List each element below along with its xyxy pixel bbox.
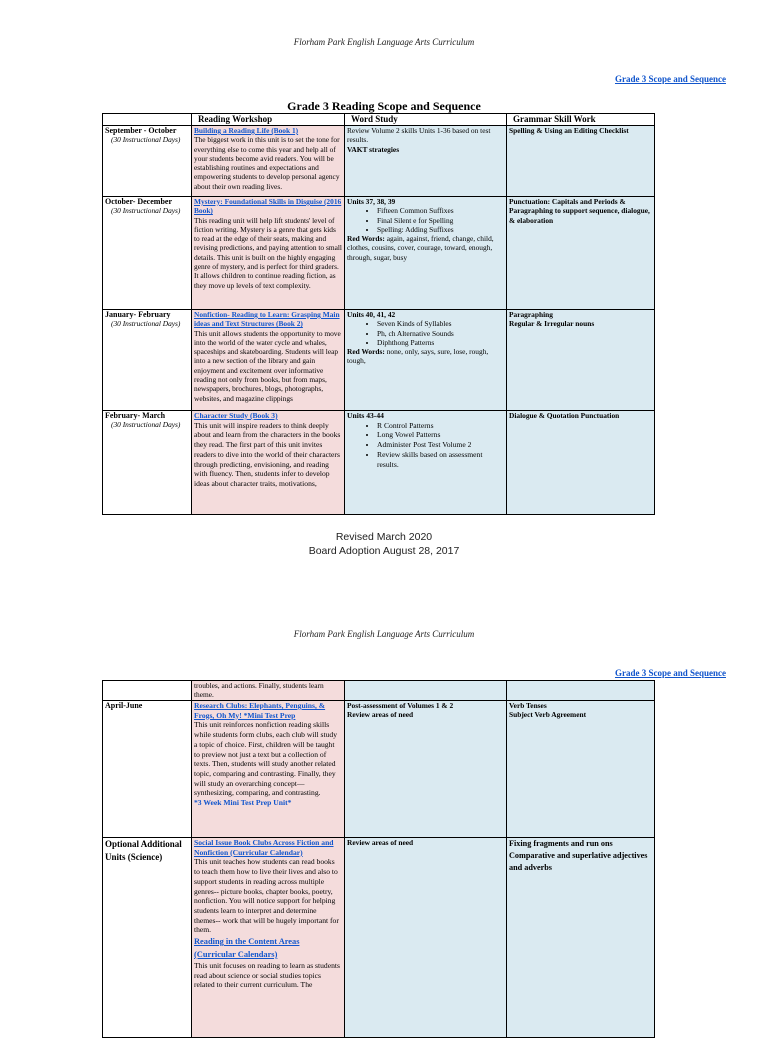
reading-cell: troubles, and actions. Finally, students learn theme.: [192, 681, 345, 701]
table-row-continued: [103, 681, 655, 701]
word-study-list: [347, 206, 504, 234]
reading-cell: [192, 310, 345, 411]
red-words-label: Red Words:: [347, 347, 385, 357]
period-cell: [103, 310, 192, 411]
period-cell: [103, 126, 192, 197]
word-study-list: [347, 421, 504, 470]
word-study-units: Units 37, 38, 39: [347, 197, 396, 206]
list-item: • Ph, ch Alternative Sounds: [377, 329, 504, 338]
table-row: [103, 197, 655, 310]
list-item: • Long Vowel Patterns: [377, 430, 504, 440]
word-study-units: Units 43-44: [347, 411, 384, 420]
grammar-cell: Spelling & Using an Editing Checklist: [507, 126, 655, 197]
days-label: (30 Instructional Days): [111, 319, 181, 329]
unit-description: This unit teaches how students can read books to teach them how to live their lives and also to support students in reading across multiple genres-- picture books, chapter books, poetry, nonfiction. You will notice support for helping students learn to interpret and determine themes-- work that will be hugely important for them.: [194, 857, 339, 935]
word-study-cell: [345, 701, 507, 838]
scope-sequence-link[interactable]: Grade 3 Scope and Sequence: [614, 668, 726, 678]
grammar-cell: Punctuation: Capitals and Periods & Paragraphing to support sequence, dialogue, & elaboration: [507, 197, 655, 310]
header-blank: [103, 114, 192, 126]
word-study-cell: [345, 411, 507, 515]
list-item: • Review skills based on assessment results.: [377, 450, 504, 469]
page-header: Florham Park English Language Arts Curriculum: [293, 37, 475, 47]
unit-description: This reading unit will help lift students' level of fiction writing. Mystery is a genre that gets kids to read at the edge of their seats, making and revising predictions, and paying attention to small details. This unit is built on the highly engaging genre of mystery, and is perfect for third graders. It allows children to continue reading fiction, as they move up levels of text complexity.: [194, 215, 342, 290]
table-row: [103, 126, 655, 197]
unit-link[interactable]: Character Study (Book 3): [194, 411, 278, 420]
list-item: • Diphthong Patterns: [377, 338, 504, 347]
table-row: [103, 411, 655, 515]
period-cell: [103, 701, 192, 838]
word-study-cell: [345, 838, 507, 1038]
days-label: (30 Instructional Days): [111, 206, 181, 216]
grammar-line: Comparative and superlative adjectives and adverbs: [509, 851, 648, 872]
grammar-cell: [507, 681, 655, 701]
red-words-label: Red Words:: [347, 234, 385, 244]
page-title: Grade 3 Reading Scope and Sequence: [287, 99, 481, 113]
period-cell: [103, 197, 192, 310]
grammar-line: Subject Verb Agreement: [509, 710, 587, 720]
list-item: • Final Silent e for Spelling: [377, 216, 504, 225]
reading-cell: [192, 411, 345, 515]
red-words: none, only, says, sure, lose, rough, tough,: [347, 347, 489, 366]
word-study-cell: [345, 126, 507, 197]
table-header-row: [103, 114, 655, 126]
period-label: September - October: [105, 126, 177, 135]
unit-link[interactable]: Mystery: Foundational Skills in Disguise (2016 Book): [194, 197, 342, 216]
mini-test-prep-note: *3 Week Mini Test Prep Unit*: [194, 798, 292, 808]
list-item: • Administer Post Test Volume 2: [377, 440, 504, 450]
word-study-line: Review areas of need: [347, 710, 414, 720]
unit-link[interactable]: Building a Reading Life (Book 1): [194, 126, 299, 135]
grammar-line: Paragraphing: [509, 310, 553, 319]
word-study-strategy: VAKT strategies: [347, 144, 400, 154]
unit-description: The biggest work in this unit is to set the tone for everything else to come this year and help all of your students become avid readers. You will be establishing routines and expectations and empowering students to develop personal agency about their own reading lives.: [194, 135, 340, 191]
board-adoption: Board Adoption August 28, 2017: [308, 545, 460, 557]
word-study-cell: [345, 310, 507, 411]
unit-description: This unit focuses on reading to learn as students read about science or social studies topics related to their current curriculum. The: [194, 961, 340, 990]
unit-description: This unit allows students the opportunity to move into the world of the water cycle and whales, spaceships and skateboarding. Students will leap into a new section of the library and gain enjoyment and excitement over informative reading not only from books, but from maps, newspapers, brochures, blogs, photographs, websites, and magazine clippings: [194, 328, 341, 403]
unit-link[interactable]: Social Issue Book Clubs Across Fiction and Nonfiction (Curricular Calendar): [194, 838, 334, 857]
header-grammar: Grammar Skill Work: [507, 114, 655, 126]
days-label: (30 Instructional Days): [111, 420, 181, 430]
scope-table-page2: [102, 680, 655, 1038]
table-row: [103, 310, 655, 411]
reading-cell: [192, 126, 345, 197]
days-label: (30 Instructional Days): [111, 135, 181, 145]
list-item: • Fifteen Common Suffixes: [377, 206, 504, 215]
grammar-line: Fixing fragments and run ons: [509, 839, 613, 848]
word-study-line: Review areas of need: [347, 838, 414, 847]
header-reading-workshop: Reading Workshop: [192, 114, 345, 126]
word-study-line: Post-assessment of Volumes 1 & 2: [347, 701, 454, 710]
period-cell: [103, 838, 192, 1038]
word-study-list: [347, 319, 504, 347]
period-cell: [103, 411, 192, 515]
list-item: • R Control Patterns: [377, 421, 504, 431]
grammar-cell: [507, 701, 655, 838]
period-label: January- February: [105, 310, 171, 319]
unit-link[interactable]: Reading in the Content Areas (Curricular Calendars): [194, 937, 300, 960]
period-label: February- March: [105, 411, 166, 420]
grammar-line: Verb Tenses: [509, 701, 547, 710]
revised-date: Revised March 2020: [335, 531, 433, 543]
header-word-study: Word Study: [345, 114, 507, 126]
word-study-text: Review Volume 2 skills Units 1-36 based on test results.: [347, 126, 491, 145]
unit-description: This unit reinforces nonfiction reading skills while students form clubs, each club will study a topic of choice. First, children will be taught to preview not just a text but a collection of texts. Then, students will study another related topic, comparing and contrasting. Finally, they will study an overarching concept—synthesizing, comparing, and contrasting.: [194, 720, 337, 798]
word-study-units: Units 40, 41, 42: [347, 310, 396, 319]
scope-sequence-link[interactable]: Grade 3 Scope and Sequence: [614, 74, 726, 84]
reading-cell: [192, 701, 345, 838]
unit-link[interactable]: Nonfiction- Reading to Learn: Grasping Main ideas and Text Structures (Book 2): [194, 310, 340, 329]
period-cell: [103, 681, 192, 701]
list-item: • Spelling: Adding Suffixes: [377, 225, 504, 234]
unit-description: This unit will inspire readers to think deeply about and learn from the characters in the books they read. The first part of this unit invites readers to dive into the world of their characters through predicting, envisioning, and reading with fluency. Then, students infer to develop ideas about character traits, motivations,: [194, 420, 341, 488]
word-study-cell: [345, 197, 507, 310]
period-label: October- December: [105, 197, 172, 206]
table-row: [103, 838, 655, 1038]
grammar-cell: [507, 310, 655, 411]
page-header: Florham Park English Language Arts Curriculum: [293, 629, 475, 639]
word-study-cell: [345, 681, 507, 701]
grammar-cell: [507, 838, 655, 1038]
grammar-line: Regular & Irregular nouns: [509, 319, 595, 329]
period-label: Optional Additional Units (Science): [105, 839, 182, 862]
reading-cell: [192, 838, 345, 1038]
grammar-cell: Dialogue & Quotation Punctuation: [507, 411, 655, 515]
scope-table-page1: [102, 113, 655, 515]
table-row: [103, 701, 655, 838]
red-words: again, against, friend, change, child, clothes, cousins, cover, courage, toward, enough, through, sugar, busy: [347, 234, 494, 262]
period-label: April-June: [105, 701, 143, 710]
unit-link[interactable]: Research Clubs: Elephants, Penguins, & Frogs, Oh My! *Mini Test Prep: [194, 701, 326, 720]
list-item: • Seven Kinds of Syllables: [377, 319, 504, 328]
reading-cell: [192, 197, 345, 310]
